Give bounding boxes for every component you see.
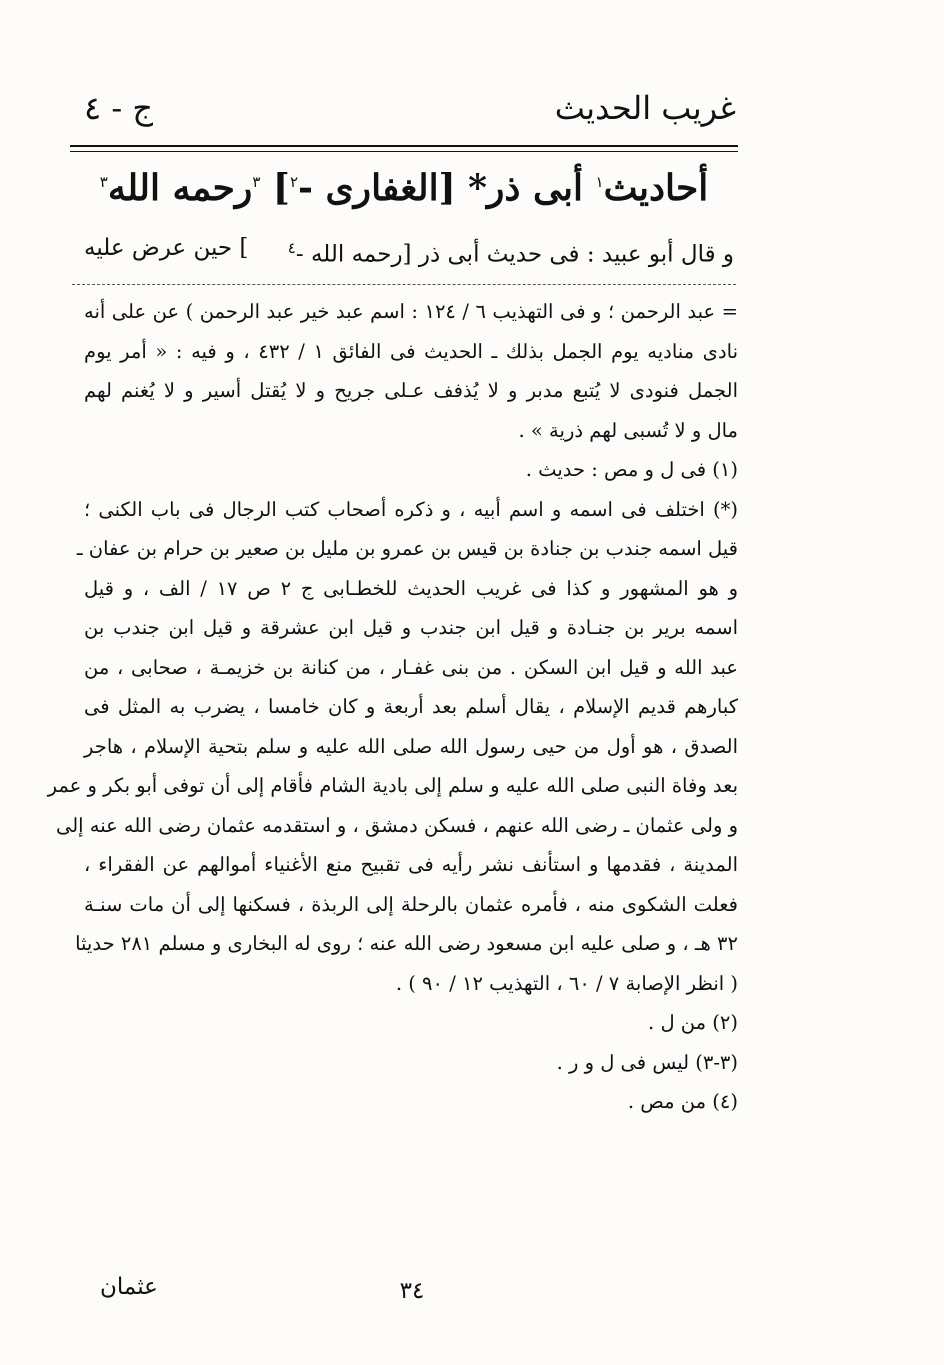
footnote-line: (١) فى ل و مص : حديث .	[525, 458, 738, 481]
footnote-line: الصدق ، هو أول من حيى رسول الله صلى الله عليه و سلم بتحية الإسلام ، هاجر	[84, 734, 738, 758]
title-word-abu-dharr: أبى ذر*	[468, 167, 583, 209]
title-footnote-mark-1: ١	[595, 173, 604, 191]
footnote-line: قيل اسمه جندب بن جنادة بن قيس بن عمرو بن مليل بن صعير بن حرام بن عفان ـ	[76, 537, 738, 560]
header-rule-thin	[70, 151, 738, 152]
footnote-line: فعلت الشكوى منه ، فأمره عثمان بالرحلة إلى الربذة ، فسكنها إلى أن مات سنـة	[84, 892, 738, 916]
title-word-ahadith: أحاديث	[603, 167, 709, 209]
footnote-separator	[72, 284, 736, 285]
intro-line	[288, 228, 734, 275]
footnote-line: مال و لا تُسبى لهم ذرية » .	[518, 418, 738, 442]
running-head-title: غريب الحديث	[554, 89, 736, 127]
intro-text: و قال أبو عبيد : فى حديث أبى ذر [رحمه الله -	[295, 241, 734, 268]
footnote-line: (٢) من ل .	[648, 1011, 738, 1034]
footnote-line: (*) اختلف فى اسمه و اسم أبيه ، و ذكره أصحاب كتب الرجال فى باب الكنى ؛	[84, 497, 738, 521]
title-footnote-mark-3: ٣	[252, 173, 261, 191]
footnote-line: = عبد الرحمن ؛ و فى التهذيب ٦ / ١٢٤ : اسم عبد خير عبد الرحمن ) عن على أنه	[84, 300, 738, 323]
chapter-title	[70, 156, 738, 214]
footnote-line: بعد وفاة النبى صلى الله عليه و سلم إلى بادية الشام فأقام إلى أن توفى أبو بكر و عمر	[47, 774, 738, 797]
footnote-line: كبارهم قديم الإسلام ، يقال أسلم بعد أربعة و كان خامسا ، يضرب به المثل فى	[84, 695, 738, 718]
footnote-line: نادى مناديه يوم الجمل بذلك ـ الحديث فى الفائق ١ / ٤٣٢ ، و فيه : « أمر يوم	[84, 339, 738, 363]
footnote-line: ( انظر الإصابة ٧ / ٦٠ ، التهذيب ١٢ / ٩٠ ) .	[395, 971, 738, 995]
footnote-line: (٣-٣) ليس فى ل و ر .	[556, 1050, 738, 1074]
title-footnote-mark-2: ٢	[289, 173, 299, 191]
title-bracket-ghifari: [الغفارى -	[298, 167, 456, 209]
footnote-line: الجمل فنودى لا يُتبع مدبر و لا يُذفف عـلى جريح و لا يُقتل أسير و لا يُغنم لهم	[84, 379, 738, 402]
footnote-line: (٤) من مص .	[627, 1090, 738, 1113]
footnote-line: اسمه برير بن جنـادة و قيل ابن جندب و قيل ابن عشرقة و قيل ابن جندب بن	[84, 616, 738, 639]
footnotes-block	[47, 292, 738, 1122]
footnote-line: و هو المشهور و كذا فى غريب الحديث للخطـابى ج ٢ ص ١٧ / الف ، و قيل	[84, 576, 738, 600]
page-number: ٣٤	[399, 1278, 425, 1304]
footnote-line: عبد الله و قيل ابن السكن . من بنى غفـار ، من كنانة بن خزيمـة ، صحابى ، من	[84, 655, 738, 679]
title-footnote-mark-3b: ٣	[99, 173, 108, 191]
title-bracket-close: ]	[272, 167, 290, 209]
header-rule-thick	[70, 145, 738, 147]
running-head-volume: ج - ٤	[84, 89, 153, 127]
footnote-line: و ولى عثمان ـ رضى الله عنهم ، فسكن دمشق ، و استقدمه عثمان رضى الله عنه إلى	[55, 813, 738, 837]
footnote-line: المدينة ، فقدمها و استأنف نشر رأيه فى تقبيح منع الأغنياء أموالهم عن الفقراء ،	[84, 853, 738, 876]
intro-line-end: ] حين عرض عليه	[84, 235, 249, 261]
catchword: عثمان	[100, 1274, 158, 1300]
title-rahimahu: رحمه الله	[107, 167, 253, 209]
footnote-line: ٣٢ هـ ، و صلى عليه ابن مسعود رضى الله عنه ؛ روى له البخارى و مسلم ٢٨١ حديثا	[75, 932, 738, 955]
intro-footnote-mark-4: ٤	[287, 239, 296, 257]
